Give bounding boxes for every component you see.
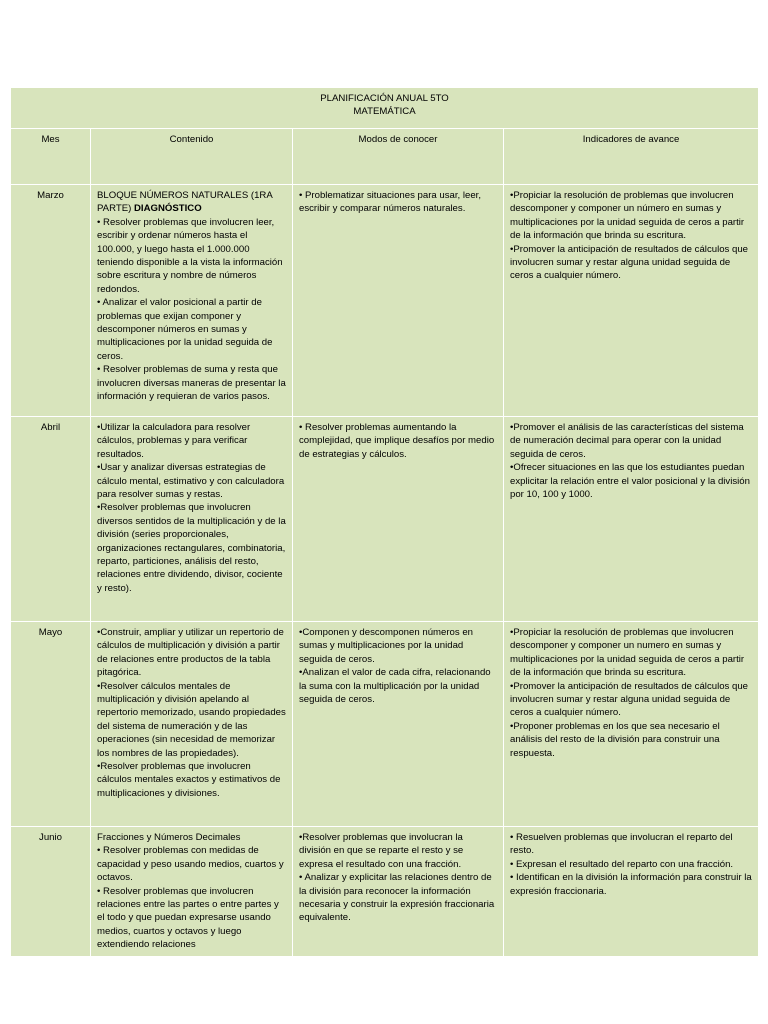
title-row [11,88,759,129]
header-contenido: Contenido [91,129,293,185]
document-title [11,88,759,129]
indicadores-cell [504,827,759,957]
list-item: •Promover el análisis de las características del sistema de numeración decimal para operar con la unidad seguida de ceros. [510,422,744,460]
list-item: •Resolver problemas que involucren diversos sentidos de la multiplicación y de la división (series proporcionales, organizaciones rectangulares, combinatoria, reparto, particiones, análisis del resto, relaciones entre dividendo, divisor, cociente y resto). [97,502,286,594]
list-item: •Usar y analizar diversas estrategias de cálculo mental, estimativo y con calculadora para resolver sumas y restas. [97,462,285,501]
list-item: •Promover la anticipación de resultados de cálculos que involucren sumar y restar alguna unidad seguida de ceros a cualquier número. [510,243,749,282]
header-mes: Mes [11,129,91,185]
list-item: • Problematizar situaciones para usar, leer, escribir y comparar números naturales. [299,190,481,215]
indicadores-cell [504,417,759,622]
modos-cell [293,827,504,957]
table-row [11,827,759,957]
month-cell: Marzo [11,185,91,417]
list-item: • Resolver problemas con medidas de capacidad y peso usando medios, cuartos y octavos. [97,845,284,884]
contenido-cell [91,417,293,622]
list-item: • Resolver problemas que involucren leer, escribir y ordenar números hasta el 100.000, y luego hasta el 1.000.000 teniendo disponible a la vista la información sobre escritura y nombre de números redondos. [97,216,283,295]
list-item: •Resolver problemas que involucren cálculos mentales exactos y estimativos de multiplicaciones y divisiones. [97,761,281,799]
list-item: •Ofrecer situaciones en las que los estudiantes puedan explicitar la relación entre el valor posicional y la división por 10, 100 y 1000. [510,462,750,501]
modos-cell [293,622,504,827]
list-item: • Resolver problemas que involucren relaciones entre las partes o entre partes y el todo y que puedan expresarse usando medios, cuartos y octavos y luego extendiendo relaciones [97,885,279,951]
list-item: • Expresan el resultado del reparto con una fracción. [510,858,734,870]
list-item: Fracciones y Números Decimales [97,832,241,843]
list-item: •Construir, ampliar y utilizar un repertorio de cálculos de multiplicación y división a partir de relaciones entre productos de la tabla pitagórica. [97,627,284,679]
month-cell: Abril [11,417,91,622]
header-row [11,129,759,185]
modos-cell [293,417,504,622]
month-cell: Mayo [11,622,91,827]
list-item: •Analizan el valor de cada cifra, relacionando la suma con la multiplicación por la unidad seguida de ceros. [299,667,491,706]
list-item: •Propiciar la resolución de problemas que involucren descomponer y componer un número en sumas y multiplicaciones por la unidad seguida de ceros a partir de la información que brinda su escritura. [510,190,745,242]
planning-table [10,87,759,957]
list-item: •Proponer problemas en los que sea necesario el análisis del resto de la división para construir una respuesta. [510,720,720,759]
contenido-cell [91,622,293,827]
list-item: •Resolver cálculos mentales de multiplicación y división apelando al repertorio memorizado, usando propiedades del sistema de numeración y de las operaciones (sin necesidad de memorizar los nombres de las propiedades). [97,680,286,759]
list-item: • Identifican en la división la información para construir la expresión fraccionaria. [510,872,752,897]
modos-cell [293,185,504,417]
indicadores-cell [504,185,759,417]
list-item: •Componen y descomponen números en sumas y multiplicaciones por la unidad seguida de ceros. [299,627,474,665]
title-line-1: PLANIFICACIÓN ANUAL 5TO [320,93,449,104]
indicadores-cell [504,622,759,827]
planning-document [10,87,758,957]
list-item: • Analizar y explicitar las relaciones dentro de la división para reconocer la información necesaria y construir la expresión fraccionaria equivalente. [299,872,495,924]
table-row [11,417,759,622]
contenido-cell [91,827,293,957]
list-item: •Utilizar la calculadora para resolver cálculos, problemas y para verificar resultados. [97,422,251,460]
title-line-2: MATEMÁTICA [353,106,416,118]
table-row [11,185,759,417]
header-indicadores: Indicadores de avance [504,129,759,185]
list-item: • Analizar el valor posicional a partir de problemas que exijan componer y descomponer números en sumas y multiplicaciones por la unidad seguida de ceros. [97,297,273,362]
list-item: • Resolver problemas aumentando la complejidad, que implique desafíos por medio de estrategias y cálculos. [299,422,495,460]
list-item: •Propiciar la resolución de problemas que involucren descomponer y componer un numero en sumas y multiplicaciones por la unidad seguida de ceros a partir de la información que brinda su escritura. [510,627,745,679]
list-item: • Resolver problemas de suma y resta que involucren diversas maneras de presentar la información y requieran de varios pasos. [97,364,286,403]
list-item: • Resuelven problemas que involucran el reparto del resto. [510,832,733,857]
block-title: BLOQUE NÚMEROS NATURALES (1RA PARTE) [97,190,273,215]
list-item: •Promover la anticipación de resultados de cálculos que involucren sumar y restar alguna unidad seguida de ceros a cualquier número. [510,680,749,719]
contenido-cell [91,185,293,417]
block-title-bold: DIAGNÓSTICO [133,203,202,215]
month-cell: Junio [11,827,91,957]
table-row [11,622,759,827]
header-modos: Modos de conocer [293,129,504,185]
list-item: •Resolver problemas que involucran la división en que se reparte el resto y se expresa el resultado con una fracción. [299,832,464,870]
